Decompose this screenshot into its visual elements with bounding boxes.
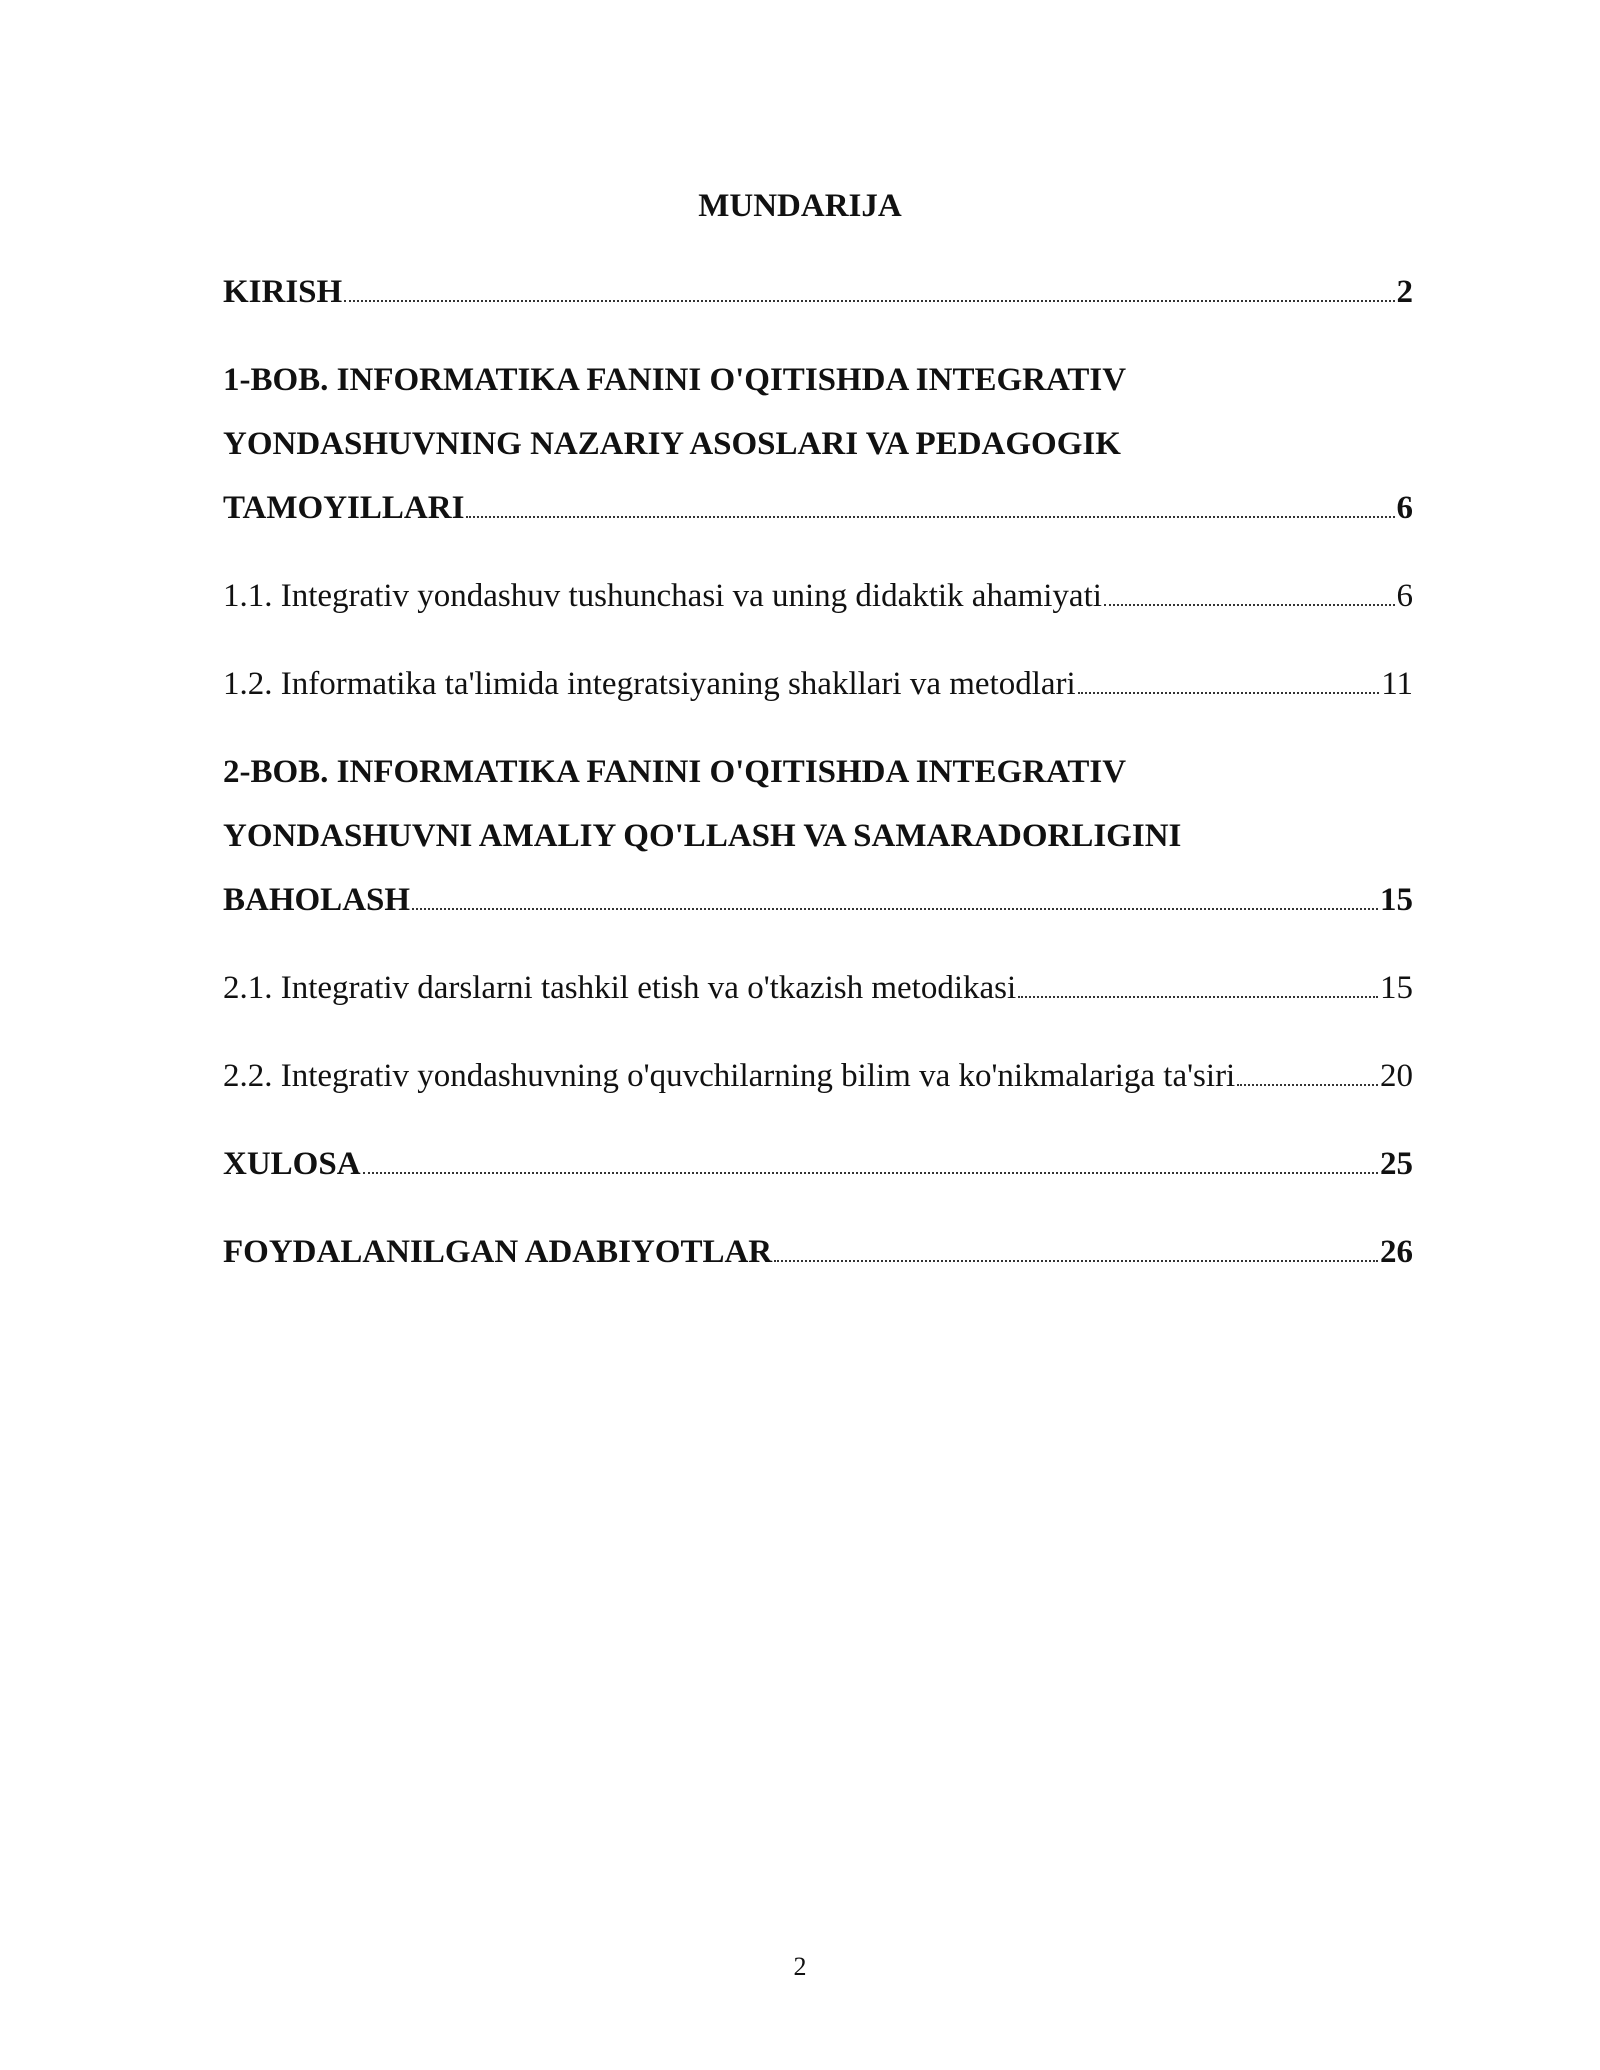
dot-leader	[363, 1166, 1378, 1174]
toc-entry[interactable]	[223, 348, 1413, 540]
dot-leader	[412, 902, 1378, 910]
toc-entry-title: 2.1. Integrativ darslarni tashkil etish va o'tkazish metodikasi	[223, 970, 1017, 1006]
toc-entry-page-number: 25	[1380, 1146, 1413, 1182]
toc-entry-row	[223, 868, 1413, 932]
toc-entry-page-number: 6	[1396, 490, 1413, 526]
toc-entry-page-number: 2	[1396, 274, 1413, 310]
toc-entry-title: 1.2. Informatika ta'limida integratsiyaning shakllari va metodlari	[223, 666, 1076, 702]
toc-entry-title-line: 2-BOB. INFORMATIKA FANINI O'QITISHDA INTEGRATIV	[223, 754, 1127, 790]
dot-leader	[1018, 990, 1378, 998]
dot-leader	[1237, 1078, 1378, 1086]
toc-heading: MUNDARIJA	[698, 188, 902, 224]
toc-entry[interactable]	[223, 260, 1413, 324]
toc-entry-page-number: 11	[1381, 666, 1413, 702]
toc-entry-title: FOYDALANILGAN ADABIYOTLAR	[223, 1234, 773, 1270]
toc-entry-page-number: 15	[1380, 882, 1413, 918]
toc-entry[interactable]	[223, 652, 1413, 716]
toc-entry-row	[223, 260, 1413, 324]
toc-entry[interactable]	[223, 1220, 1413, 1284]
dot-leader	[1104, 598, 1395, 606]
toc-entry[interactable]	[223, 740, 1413, 932]
toc-entry-title: KIRISH	[223, 274, 343, 310]
toc-entry-title: XULOSA	[223, 1146, 361, 1182]
toc-entry-title: 1.1. Integrativ yondashuv tushunchasi va uning didaktik ahamiyati	[223, 578, 1102, 614]
dot-leader	[774, 1254, 1378, 1262]
toc-entry[interactable]	[223, 1044, 1413, 1108]
toc-entry-title: 2.2. Integrativ yondashuvning o'quvchilarning bilim va ko'nikmalariga ta'siri	[223, 1058, 1236, 1094]
toc-entry-page-number: 26	[1380, 1234, 1413, 1270]
page-number: 2	[793, 1952, 807, 1981]
toc-entry[interactable]	[223, 564, 1413, 628]
toc-entry[interactable]	[223, 956, 1413, 1020]
dot-leader	[344, 294, 1394, 302]
toc-entry-title: TAMOYILLARI	[223, 490, 465, 526]
toc-entry-row	[223, 564, 1413, 628]
toc-entry-row	[223, 1220, 1413, 1284]
toc-entry-row	[223, 1044, 1413, 1108]
toc-entry-row	[223, 652, 1413, 716]
toc-entry-row	[223, 956, 1413, 1020]
toc-entry-row	[223, 1132, 1413, 1196]
toc-entry-title: BAHOLASH	[223, 882, 411, 918]
toc-entry-page-number: 6	[1396, 578, 1413, 614]
toc-entry-title-line: YONDASHUVNING NAZARIY ASOSLARI VA PEDAGOGIK	[223, 426, 1121, 462]
toc-entry-page-number: 20	[1380, 1058, 1413, 1094]
toc-entry[interactable]	[223, 1132, 1413, 1196]
table-of-contents	[223, 260, 1413, 1308]
toc-entry-title-line: YONDASHUVNI AMALIY QO'LLASH VA SAMARADORLIGINI	[223, 818, 1182, 854]
toc-entry-page-number: 15	[1380, 970, 1413, 1006]
toc-entry-title-line: 1-BOB. INFORMATIKA FANINI O'QITISHDA INTEGRATIV	[223, 362, 1127, 398]
toc-entry-row	[223, 476, 1413, 540]
dot-leader	[1078, 686, 1380, 694]
dot-leader	[466, 510, 1394, 518]
